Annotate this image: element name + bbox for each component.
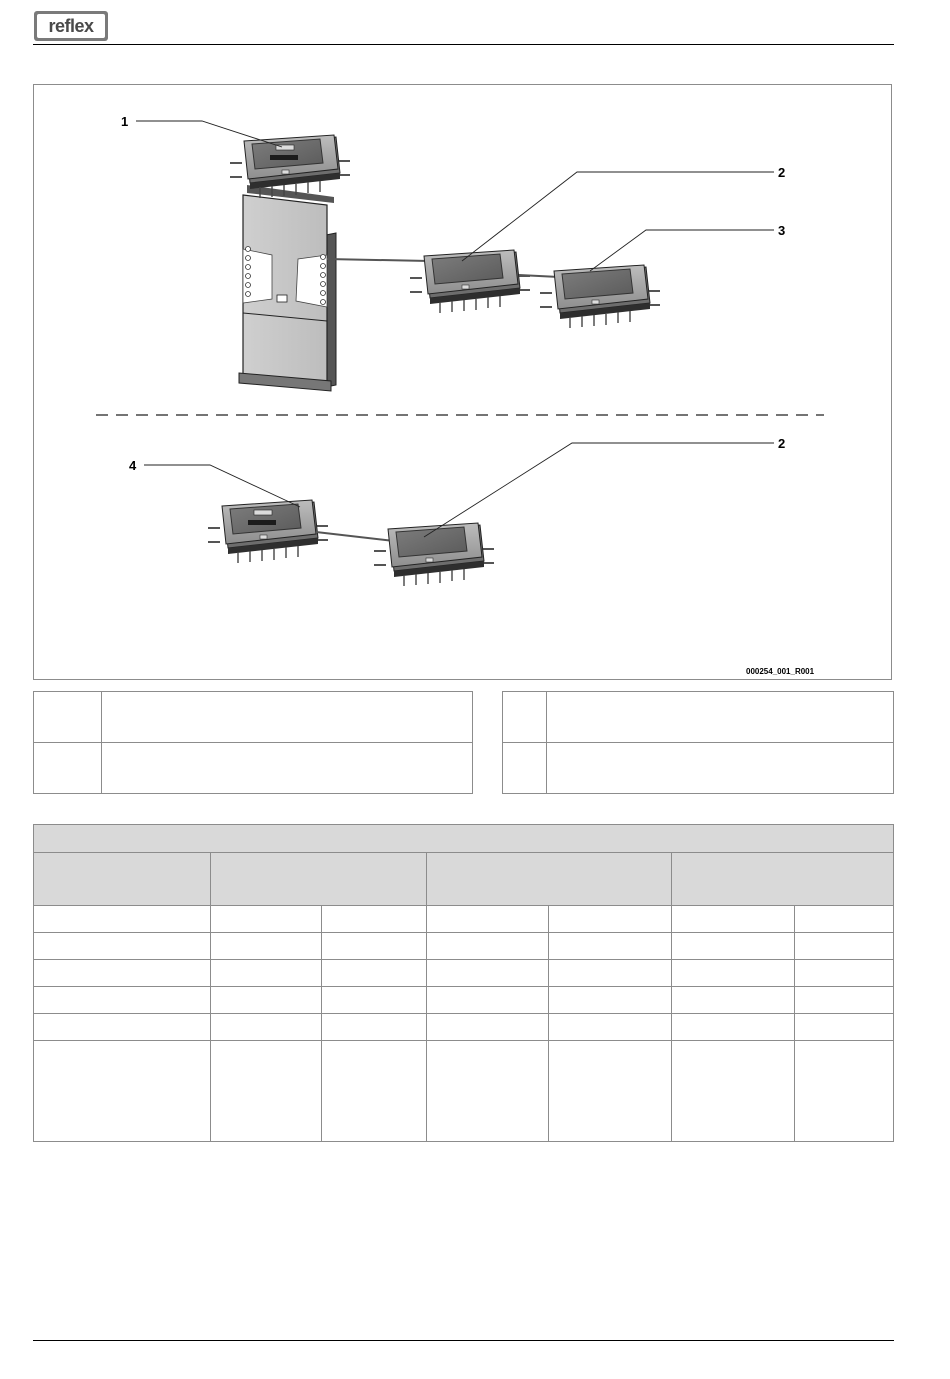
leader-lines xyxy=(136,121,774,537)
specification-table xyxy=(33,824,894,1142)
table-cell xyxy=(549,1014,672,1041)
table-cell xyxy=(426,987,549,1014)
table-row xyxy=(34,960,894,987)
legend-left xyxy=(33,691,473,794)
table-title xyxy=(34,825,894,853)
legend-text xyxy=(547,692,894,743)
table-cell xyxy=(321,1014,426,1041)
table-cell xyxy=(795,1041,894,1142)
table-cell xyxy=(549,987,672,1014)
legend-right xyxy=(502,691,894,794)
drawing-code: 000254_001_R001 xyxy=(746,667,815,676)
table-cell xyxy=(795,960,894,987)
table-cell xyxy=(34,1014,211,1041)
table-cell xyxy=(321,933,426,960)
table-cell xyxy=(672,933,795,960)
table-cell xyxy=(210,1014,321,1041)
table-cell xyxy=(549,906,672,933)
table-cell xyxy=(672,987,795,1014)
table-cell xyxy=(321,906,426,933)
module-4 xyxy=(208,500,328,563)
group-header xyxy=(672,853,894,906)
callout-2-top: 2 xyxy=(778,165,786,180)
table-cell xyxy=(672,1014,795,1041)
legend-text xyxy=(102,743,473,794)
group-header xyxy=(210,853,426,906)
table-cell xyxy=(34,933,211,960)
module-3 xyxy=(540,265,660,328)
table-cell xyxy=(795,987,894,1014)
table-cell xyxy=(210,933,321,960)
table-row xyxy=(34,987,894,1014)
table-cell xyxy=(426,1041,549,1142)
callout-3: 3 xyxy=(778,223,786,238)
legend-key xyxy=(503,743,547,794)
device-overview-drawing xyxy=(34,85,893,681)
table-cell xyxy=(34,960,211,987)
figure-frame xyxy=(33,84,892,680)
group-header xyxy=(34,853,211,906)
legend-key xyxy=(34,692,102,743)
legend-text xyxy=(102,692,473,743)
control-cabinet xyxy=(239,185,336,391)
table-cell xyxy=(321,987,426,1014)
legend-row xyxy=(34,692,473,743)
table-cell xyxy=(426,1014,549,1041)
table-cell xyxy=(672,1041,795,1142)
callout-2-bottom: 2 xyxy=(778,436,786,451)
table-cell xyxy=(34,906,211,933)
table-cell xyxy=(426,933,549,960)
table-cell xyxy=(34,1041,211,1142)
table-cell xyxy=(549,960,672,987)
legend-row xyxy=(34,743,473,794)
table-cell xyxy=(34,987,211,1014)
table-cell xyxy=(321,1041,426,1142)
table-cell xyxy=(795,933,894,960)
header-divider xyxy=(33,44,894,45)
table-cell xyxy=(426,960,549,987)
table-row xyxy=(34,1014,894,1041)
callout-1: 1 xyxy=(121,114,129,129)
legend-key xyxy=(503,692,547,743)
table-cell xyxy=(672,960,795,987)
legend-text xyxy=(547,743,894,794)
table-cell xyxy=(210,1041,321,1142)
group-header xyxy=(426,853,672,906)
module-2-top xyxy=(410,250,530,313)
reflex-logo xyxy=(34,11,108,41)
table-cell xyxy=(549,933,672,960)
table-row xyxy=(34,906,894,933)
table-cell xyxy=(210,960,321,987)
table-cell xyxy=(795,906,894,933)
legend-key xyxy=(34,743,102,794)
module-2-bottom xyxy=(374,523,494,586)
table-cell xyxy=(321,960,426,987)
table-cell xyxy=(795,1014,894,1041)
table-row xyxy=(34,933,894,960)
table-cell xyxy=(426,906,549,933)
table-cell xyxy=(210,906,321,933)
table-title-row xyxy=(34,825,894,853)
table-group-header-row xyxy=(34,853,894,906)
table-cell xyxy=(210,987,321,1014)
table-cell xyxy=(549,1041,672,1142)
logo-text: reflex xyxy=(37,14,105,38)
table-row xyxy=(34,1041,894,1142)
footer-divider xyxy=(33,1340,894,1341)
table-cell xyxy=(672,906,795,933)
callout-4: 4 xyxy=(129,458,137,473)
legend-row xyxy=(503,692,894,743)
legend-row xyxy=(503,743,894,794)
